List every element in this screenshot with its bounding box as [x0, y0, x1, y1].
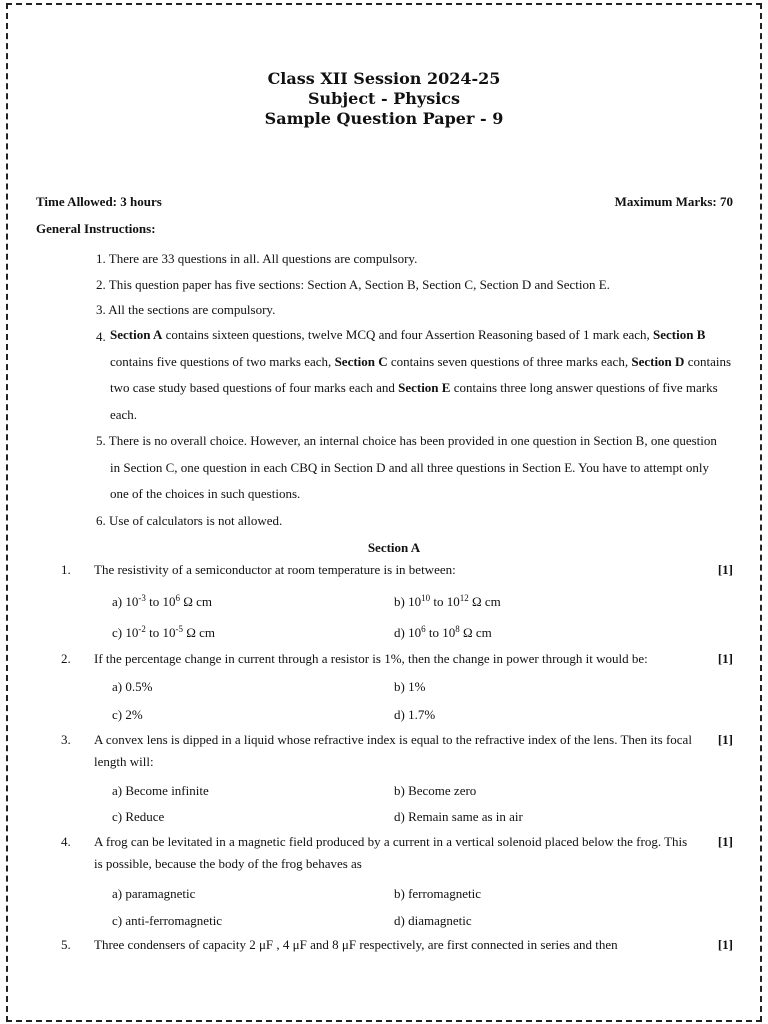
paper-number-title: Sample Question Paper - 9	[264, 109, 504, 128]
q2-option-d[interactable]: d) 1.7%	[394, 707, 436, 722]
time-allowed: Time Allowed: 3 hours	[36, 194, 162, 209]
q2-number: 2.	[61, 651, 71, 666]
q1-marks: [1]	[717, 562, 733, 577]
q2-option-b[interactable]: b) 1%	[394, 679, 426, 694]
instruction-5: 5. There is no overall choice. However, an internal choice has been provided in one question in Section B, one question in Section C, one question in each CBQ in Section D and all three questions in Section E. You have to attempt only one of the choices in such questions.	[96, 433, 717, 502]
instruction-1: 1. There are 33 questions in all. All questions are compulsory.	[96, 251, 418, 266]
q2-option-c[interactable]: c) 2%	[112, 707, 143, 722]
q4-number: 4.	[61, 834, 71, 849]
q5-text: Three condensers of capacity 2 μF , 4 μF and 8 μF respectively, are first connected in series and then	[94, 937, 618, 952]
paper-class-title: Class XII Session 2024-25	[267, 69, 501, 88]
q4-option-c[interactable]: c) anti-ferromagnetic	[112, 913, 223, 928]
section-a-ref: Section A	[110, 327, 163, 342]
general-instructions-heading: General Instructions:	[36, 221, 156, 236]
q3-marks: [1]	[717, 732, 733, 747]
q5-number: 5.	[61, 937, 71, 952]
instruction-6: 6. Use of calculators is not allowed.	[96, 513, 283, 528]
q1-option-d[interactable]: d) $10^6$ to $10^8$ Ω cm	[394, 624, 492, 640]
q4-option-d[interactable]: d) diamagnetic	[394, 913, 472, 928]
q3-option-b[interactable]: b) Become zero	[394, 783, 477, 798]
q3-option-a[interactable]: a) Become infinite	[112, 783, 209, 798]
q4-marks: [1]	[717, 834, 733, 849]
q2-marks: [1]	[717, 651, 733, 666]
section-e-ref: Section E	[398, 380, 451, 396]
q3-option-d[interactable]: d) Remain same as in air	[394, 809, 523, 824]
q3-text: A convex lens is dipped in a liquid whose refractive index is equal to the refractive index of the lens. Then its focal length will:	[94, 732, 692, 769]
section-d-ref: Section D	[631, 353, 685, 369]
q4-option-b[interactable]: b) ferromagnetic	[394, 886, 481, 901]
q4-text: A frog can be levitated in a magnetic field produced by a current in a vertical solenoid placed below the frog. This is possible, because the body of the frog behaves as	[94, 834, 688, 871]
q2-option-a[interactable]: a) 0.5%	[112, 679, 153, 694]
instruction-2: 2. This question paper has five sections: Section A, Section B, Section C, Section D and Section E.	[96, 277, 610, 292]
q1-option-c[interactable]: c) $10^{-2}$ to $10^{-5}$ Ω cm	[112, 624, 216, 640]
instruction-4: Section A contains sixteen questions, twelve MCQ and four Assertion Reasoning based of 1 mark each, Section B contains five questions of two marks each, Section C contains seven questions of three marks each, Section D contains two case study based questions of four marks each and Section E contains three long answer questions of five marks each.	[110, 327, 732, 422]
q3-number: 3.	[61, 732, 71, 747]
maximum-marks: Maximum Marks: 70	[614, 194, 733, 209]
q3-option-c[interactable]: c) Reduce	[112, 809, 165, 824]
section-a-heading: Section A	[367, 540, 421, 555]
q1-number: 1.	[61, 562, 71, 577]
section-b-ref: Section B	[653, 327, 706, 342]
instruction-4-number: 4.	[96, 329, 106, 344]
q1-option-b[interactable]: b) $10^{10}$ to $10^{12}$ Ω cm	[394, 593, 501, 609]
instruction-3: 3. All the sections are compulsory.	[96, 302, 276, 317]
section-c-ref: Section C	[334, 353, 388, 369]
q5-marks: [1]	[717, 937, 733, 952]
q1-option-a[interactable]: a) $10^{-3}$ to $10^6$ Ω cm	[112, 593, 213, 609]
q4-option-a[interactable]: a) paramagnetic	[112, 886, 196, 901]
paper-subject-title: Subject - Physics	[307, 89, 461, 108]
q1-text: The resistivity of a semiconductor at room temperature is in between:	[94, 562, 456, 577]
q2-text: If the percentage change in current through a resistor is 1%, then the change in power through it would be:	[94, 651, 648, 666]
